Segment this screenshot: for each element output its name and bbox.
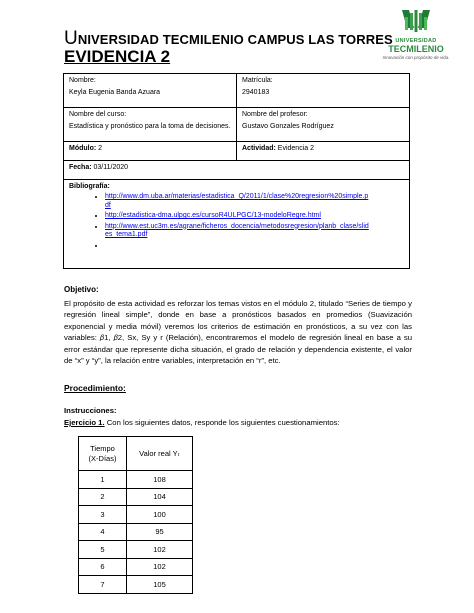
cell-y: 100 [127,506,193,524]
bibliography-link-1-cont[interactable]: df [105,201,111,209]
bibliography-item [105,193,404,210]
table-row [79,471,193,489]
cell-y: 102 [127,558,193,576]
col-header-tiempo-line2: (X-Días) [88,453,117,463]
bibliography-list [69,193,404,250]
instrucciones-heading: Instrucciones: [64,406,117,415]
cell-y: 108 [127,471,193,489]
bibliography-link-3[interactable]: http://www.est.uc3m.es/agrane/ficheros_docencia/metodosregresion/planb_clase/slid [105,222,369,230]
bibliography-link-2[interactable]: http://estadistica-dma.ulpgc.es/cursoR4ULPGC/13-modeloRegre.html [105,212,321,219]
fecha-cell [64,161,410,180]
table-row [79,541,193,559]
ejercicio-line [64,418,340,427]
cell-x: 6 [79,558,127,576]
table-row [79,558,193,576]
actividad-label: Actividad: [242,145,276,152]
objetivo-paragraph: El propósito de esta actividad es reforzar los temas vistos en el módulo 2, titulado “Series de tiempo y regresión lineal simple”, donde en base a pronósticos basados en promedios (Suavización exponencial y media móvil) veremos los criterios de estimación en pronósticos, a su vez con las variables: 𝛽1, 𝛽2, Sx, Sy y r (Relación), encontraremos el modelo de regresión lineal en base a su error estándar que represente dicha situación, el grado de relación y dependencia existente, el valor de “x” y “y”, la relación entre variables, interpretación en “r”, etc. [64,299,412,366]
col-header-tiempo [79,437,127,471]
curso-value: Estadística y pronóstico para la toma de decisiones. [69,123,231,130]
bibliography-item [105,223,404,240]
student-info-table [63,73,410,269]
logo-line2: TECMILENIO [388,44,444,54]
table-row [79,488,193,506]
modulo-cell [64,142,237,161]
table-row [79,506,193,524]
university-title-initial: U [64,28,78,49]
table-row [79,576,193,594]
bibliography-item-empty [105,242,404,251]
bibliografia-label: Bibliografía: [69,183,110,190]
objetivo-heading: Objetivo: [64,285,99,294]
tecmilenio-emblem-icon [376,8,456,38]
modulo-value: 2 [98,145,103,152]
cell-y: 95 [127,523,193,541]
col-header-valor: Valor real Yₜ [127,437,193,471]
cell-x: 4 [79,523,127,541]
fecha-value: 03/11/2020 [93,164,129,171]
logo-tagline: Innovación con propósito de vida. [382,55,450,60]
bibliography-link-3-cont[interactable]: es_tema1.pdf [105,231,148,238]
tecmilenio-logo [376,8,456,66]
procedimiento-heading: Procedimiento: [64,383,126,393]
matricula-cell [237,74,410,108]
matricula-label: Matrícula: [242,77,273,84]
cell-x: 1 [79,471,127,489]
logo-line1: UNIVERSIDAD [395,38,437,44]
matricula-value: 2940183 [242,89,270,96]
modulo-label: Módulo: [69,145,97,152]
profesor-label: Nombre del profesor: [242,111,308,118]
ejercicio-text: Con los siguientes datos, responde los siguientes cuestionamientos: [104,418,340,427]
bibliography-link-1[interactable]: http://www.dm.uba.ar/materias/estadistica_Q/2011/1/clase%20regresion%20simple.p [105,193,369,200]
university-title-rest: NIVERSIDAD TECMILENIO CAMPUS LAS TORRES [77,32,393,47]
table-row [79,523,193,541]
actividad-value: Evidencia 2 [277,145,314,152]
profesor-value: Gustavo Gonzales Rodríguez [242,123,334,130]
bibliography-item [105,212,404,221]
cell-y: 104 [127,488,193,506]
bibliografia-cell [64,180,410,269]
col-header-tiempo-line1: Tiempo [90,443,115,453]
curso-label: Nombre del curso: [69,111,127,118]
curso-cell [64,108,237,142]
cell-y: 105 [127,576,193,594]
actividad-cell [237,142,410,161]
cell-y: 102 [127,541,193,559]
nombre-cell [64,74,237,108]
profesor-cell [237,108,410,142]
nombre-value: Keyla Eugenia Banda Azuara [69,89,161,96]
fecha-label: Fecha: [69,164,92,171]
evidence-title: EVIDENCIA 2 [64,47,171,66]
cell-x: 3 [79,506,127,524]
cell-x: 7 [79,576,127,594]
ejercicio-label: Ejercicio 1. [64,418,105,427]
cell-x: 2 [79,488,127,506]
nombre-label: Nombre: [69,77,96,84]
data-table [78,436,193,594]
cell-x: 5 [79,541,127,559]
